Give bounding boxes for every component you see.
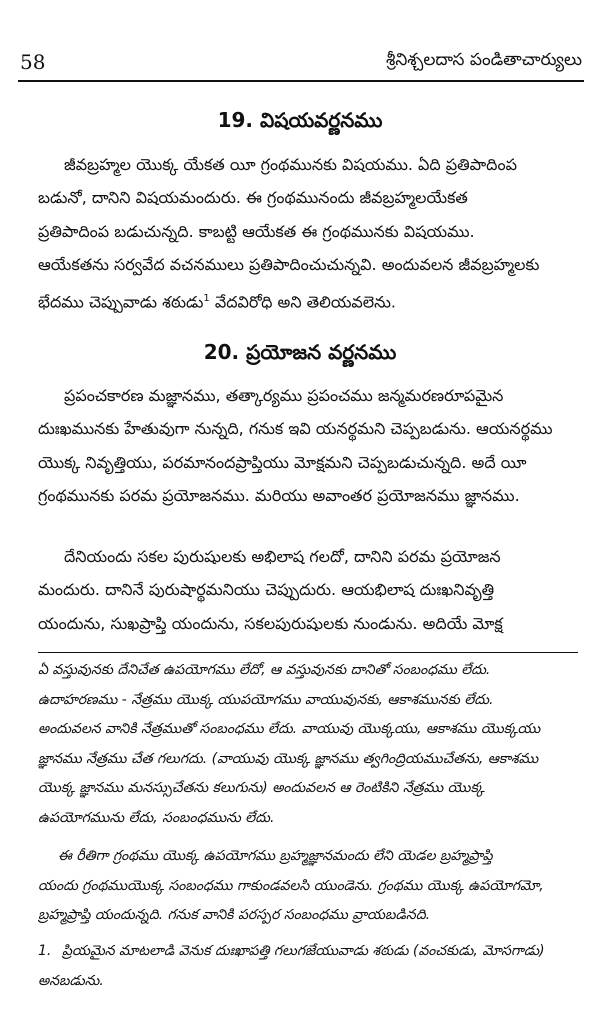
note-line: యందు గ్రంథముయొక్క సంబంధము గాకుండవలసి యుండెను. గ్రంథము యొక్క ఉపయోగమో,	[38, 877, 544, 894]
paragraph-line: దుఃఖమునకు హేతువుగా నున్నది, గనుక ఇవి యనర్థమని చెప్పబడును. ఆయనర్థము	[38, 419, 553, 439]
paragraph-line: బడునో, దానిని విషయమందురు. ఈ గ్రంథమునందు జీవబ్రహ్మలయేకత	[38, 188, 468, 208]
section-20-paragraph-1	[38, 379, 580, 513]
note-line: ఈ రీతిగా గ్రంథము యొక్క ఉపయోగము బ్రహ్మజ్ఞానమందు లేని యెడల బ్రహ్మప్రాప్తి	[58, 848, 493, 864]
running-title: శ్రీనిశ్చలదాస పండితాచార్యులు	[385, 50, 582, 70]
paragraph-line: గ్రంథమునకు పరమ ప్రయోజనము. మరియు అవాంతర ప్రయోజనము జ్ఞానము.	[38, 486, 520, 506]
note-line: ఉపయోగమును లేదు, సంబంధమును లేదు.	[38, 809, 275, 826]
paragraph-line: యందును, సుఖప్రాప్తి యందును, సకలపురుషులకు నుండును. అదియే మోక్ష	[38, 613, 503, 633]
note-2	[38, 842, 580, 931]
note-line: జ్ఞానము నేత్రము చేత గలుగదు. (వాయువు యొక్క జ్ఞానము త్వగింద్రియముచేతను, ఆకాశము	[38, 750, 539, 767]
line-text: భేదము చెప్పువాడు శఠుడు	[38, 291, 204, 311]
footnote	[38, 936, 580, 996]
header-divider	[18, 80, 584, 82]
footnote-line	[38, 936, 580, 966]
page-header	[20, 34, 582, 74]
section-20-heading: 20. ప్రయోజన వర్ణనము	[203, 340, 397, 364]
paragraph-line: జీవబ్రహ్మల యొక్క యేకత యీ గ్రంథమునకు విషయము. ఏది ప్రతిపాదింప	[64, 155, 517, 174]
note-line: ఏ వస్తువునకు దేనిచేత ఉపయోగము లేదో, ఆ వస్తువునకు దానితో సంబంధము లేదు.	[38, 662, 491, 678]
page-number: 58	[20, 50, 46, 74]
note-line: బ్రహ్మప్రాప్తి యందున్నది. గనుక వానికి పరస్పర సంబంధము వ్రాయబడినది.	[38, 907, 431, 924]
section-20-paragraph-2	[38, 540, 580, 640]
line-text: వేదవిరోధి అని తెలియవలెను.	[209, 291, 396, 311]
note-line: అందువలన వానికి నేత్రముతో సంబంధము లేదు. వాయువు యొక్కయు, ఆకాశము యొక్కయు	[38, 721, 541, 738]
section-19-heading: 19. విషయవర్ణనము	[217, 108, 383, 132]
paragraph-line	[38, 282, 580, 319]
paragraph-line: ప్రతిపాదింప బడుచున్నది. కాబట్టి ఆయేకత ఈ గ్రంథమునకు విషయము.	[38, 221, 475, 241]
paragraph-line: యొక్క నివృత్తియు, పరమానందప్రాప్తియు మోక్షమని చెప్పబడుచున్నది. అదే యీ	[38, 452, 527, 472]
paragraph-line: దేనియందు సకల పురుషులకు అభిలాష గలదో, దానిని పరమ ప్రయోజన	[64, 547, 501, 566]
footnote-line: అనబడును.	[38, 973, 104, 989]
footnote-marker: 1	[203, 292, 210, 304]
note-line: ఉదాహరణము - నేత్రము యొక్క యుపయోగము వాయువునకు, ఆకాశమునకు లేదు.	[38, 691, 494, 708]
footnote-number: 1.	[38, 943, 52, 959]
note-1	[38, 656, 580, 834]
section-19-paragraph	[38, 148, 580, 318]
paragraph-line: ఆయేకతను సర్వవేద వచనములు ప్రతిపాదించుచున్నవి. అందువలన జీవబ్రహ్మలకు	[38, 255, 540, 275]
paragraph-line: ప్రపంచకారణ మజ్ఞానము, తత్కార్యము ప్రపంచము జన్మమరణరూపమైన	[64, 386, 504, 405]
footnote-text: ప్రియమైన మాటలాడి వెనుక దుఃఖాపత్తి గలుగజేయువాడు శఠుడు (వంచకుడు, మోసగాడు)	[62, 943, 545, 959]
footnote-divider	[38, 652, 578, 653]
paragraph-line: మందురు. దానినే పురుషార్థమనియు చెప్పుదురు. ఆయభిలాష దుఃఖనివృత్తి	[38, 580, 495, 600]
note-line: యొక్క జ్ఞానము మనస్సుచేతను కలుగును) అందువలన ఆ రెంటికిని నేత్రము యొక్క	[38, 780, 485, 797]
